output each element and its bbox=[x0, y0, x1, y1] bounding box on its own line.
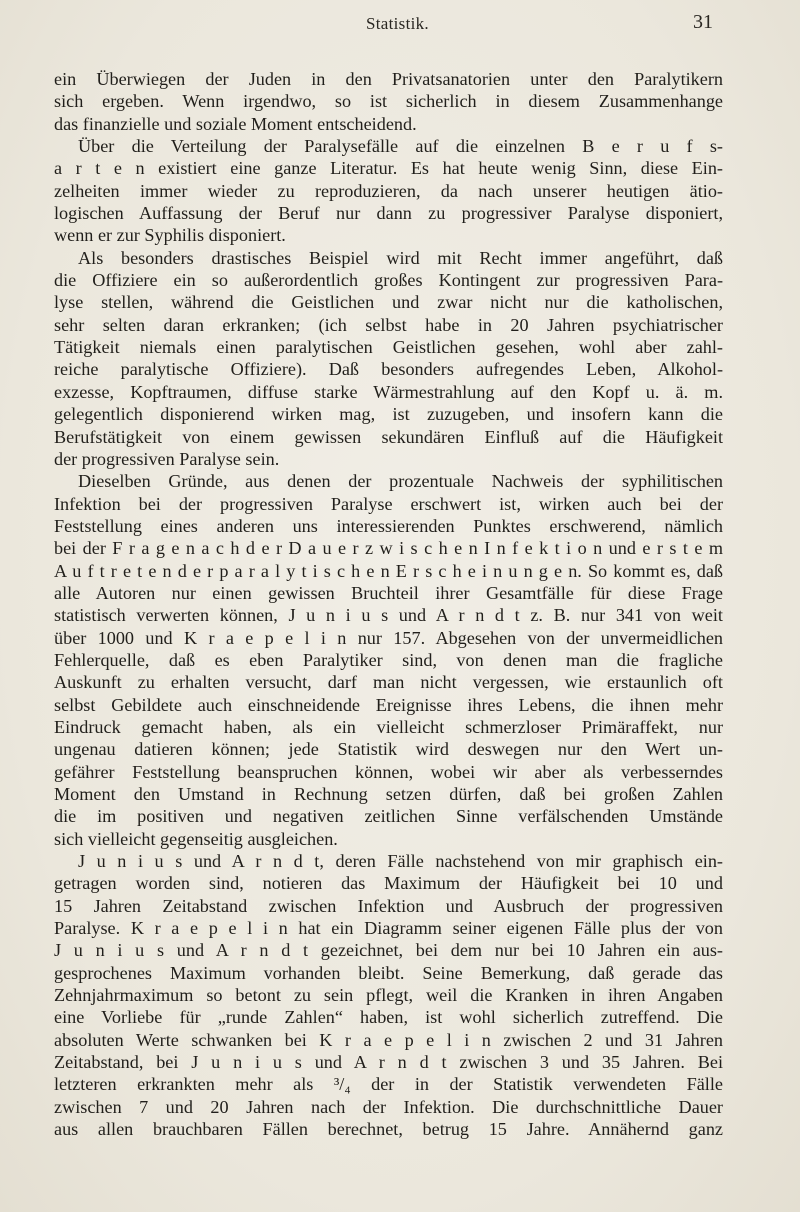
text-line: zwischen 7 und 20 Jahren nach der Infektion. Die durchschnittliche Dauer bbox=[54, 1096, 723, 1117]
text-line: Paralyse. K r a e p e l i n hat ein Diagramm seiner eigenen Fälle plus der von bbox=[54, 918, 723, 939]
text-line: Moment den Umstand in Rechnung setzen dürfen, daß bei großen Zahlen bbox=[54, 784, 723, 804]
text-line: Zeitabstand, bei J u n i u s und A r n d t zwischen 3 und 35 Jahren. Bei bbox=[54, 1052, 723, 1073]
text-line: der progressiven Paralyse sein. bbox=[54, 448, 280, 469]
text-line: über 1000 und K r a e p e l i n nur 157. Abgesehen von der unvermeidlichen bbox=[54, 627, 723, 648]
text-line: Infektion bei der progressiven Paralyse erschwert ist, wirken auch bei der bbox=[54, 493, 723, 514]
text-line: gelegentlich disponierend wirken mag, ist zuzugeben, und insofern kann die bbox=[54, 404, 723, 425]
text-line: a r t e n existiert eine ganze Literatur. Es hat heute wenig Sinn, diese Ein- bbox=[54, 158, 723, 179]
text-line: logischen Auffassung der Beruf nur dann zu progressiver Paralyse disponiert, bbox=[54, 203, 723, 224]
text-line: zelheiten immer wieder zu reproduzieren, da nach unserer heutigen ätio- bbox=[54, 180, 723, 201]
text-line: absoluten Werte schwanken bei K r a e p e l i n zwischen 2 und 31 Jahren bbox=[54, 1029, 723, 1050]
text-line: das finanzielle und soziale Moment entscheidend. bbox=[54, 113, 417, 134]
text-line: Auskunft zu erhalten versucht, darf man nicht vergessen, wie erstaunlich oft bbox=[54, 672, 723, 693]
text-line: die im positiven und negativen zeitlichen Sinne verfälschenden Umstände bbox=[54, 806, 723, 827]
text-line: statistisch verwerten können, J u n i u s und A r n d t z. B. nur 341 von weit bbox=[54, 605, 723, 626]
text-line: lyse stellen, während die Geistlichen und zwar nicht nur die katholischen, bbox=[54, 292, 723, 313]
text-line: Über die Verteilung der Paralysefälle auf die einzelnen B e r u f s- bbox=[78, 136, 723, 157]
page-number: 31 bbox=[693, 11, 713, 33]
text-line: Als besonders drastisches Beispiel wird mit Recht immer angeführt, daß bbox=[78, 247, 723, 268]
running-title: Statistik. bbox=[366, 14, 429, 33]
text-line: bei der F r a g e n a c h d e r D a u e r z w i s c h e n I n f e k t i o n und e r s t e m bbox=[54, 538, 723, 559]
text-line: Fehlerquelle, daß es eben Paralytiker sind, von denen man die fragliche bbox=[54, 649, 723, 670]
text-line: Dieselben Gründe, aus denen der prozentuale Nachweis der syphilitischen bbox=[78, 471, 723, 492]
text-line: J u n i u s und A r n d t, deren Fälle nachstehend von mir graphisch ein- bbox=[78, 851, 723, 872]
text-line: Zehnjahrmaximum so betont zu sein pflegt, weil die Kranken in ihren Angaben bbox=[54, 985, 723, 1006]
text-line: gesprochenes Maximum vorhanden bleibt. Seine Bemerkung, daß gerade das bbox=[54, 962, 723, 983]
text-line: exzesse, Kopftraumen, diffuse starke Wärmestrahlung auf den Kopf u. ä. m. bbox=[54, 381, 723, 402]
text-line: sich ergeben. Wenn irgendwo, so ist sicherlich in diesem Zusammenhange bbox=[54, 91, 723, 112]
text-line: getragen worden sind, notieren das Maximum der Häufigkeit bei 10 und bbox=[54, 873, 723, 894]
text-line: sich vielleicht gegenseitig ausgleichen. bbox=[54, 828, 338, 849]
text-line: selbst Gebildete auch einschneidende Ereignisse ihres Lebens, die ihnen mehr bbox=[54, 694, 723, 715]
text-line: eine Vorliebe für „runde Zahlen“ haben, ist wohl sicherlich zutreffend. Die bbox=[54, 1007, 723, 1028]
text-line: Berufstätigkeit von einem gewissen sekundären Einfluß auf die Häufigkeit bbox=[54, 426, 723, 447]
text-line: alle Autoren nur einen gewissen Bruchteil ihrer Gesamtfälle für diese Frage bbox=[54, 582, 723, 603]
text-line: Eindruck gemacht haben, als ein vielleicht schmerzloser Primäraffekt, nur bbox=[54, 716, 723, 737]
text-line: gefährer Feststellung beanspruchen können, wobei wir aber als verbesserndes bbox=[54, 761, 723, 782]
text-line: letzteren erkrankten mehr als ³/₄ der in der Statistik verwendeten Fälle bbox=[54, 1074, 723, 1095]
text-line: die Offiziere ein so außerordentlich großes Kontingent zur progressiven Para- bbox=[54, 270, 723, 291]
text-line: ein Überwiegen der Juden in den Privatsanatorien unter den Paralytikern bbox=[54, 69, 723, 89]
text-line: wenn er zur Syphilis disponiert. bbox=[54, 225, 286, 246]
text-line: reiche paralytische Offiziere). Daß besonders aufregendes Leben, Alkohol- bbox=[54, 359, 723, 380]
text-line: A u f t r e t e n d e r p a r a l y t i s c h e n E r s c h e i n u n g e n. So kommt es, daß bbox=[54, 560, 723, 581]
body-text bbox=[54, 68, 723, 1141]
text-line: Tätigkeit niemals einen paralytischen Geistlichen gesehen, wohl aber zahl- bbox=[54, 337, 723, 358]
text-line: 15 Jahren Zeitabstand zwischen Infektion und Ausbruch der progressiven bbox=[54, 895, 723, 916]
text-line: sehr selten daran erkranken; (ich selbst habe in 20 Jahren psychiatrischer bbox=[54, 314, 723, 335]
text-line: ungenau datieren können; jede Statistik wird deswegen nur den Wert un- bbox=[54, 739, 723, 760]
text-line: Feststellung eines anderen uns interessierenden Punktes erschwerend, nämlich bbox=[54, 515, 723, 536]
page-header bbox=[0, 8, 800, 42]
text-line: J u n i u s und A r n d t gezeichnet, bei dem nur bei 10 Jahren ein aus- bbox=[54, 940, 723, 961]
text-line: aus allen brauchbaren Fällen berechnet, betrug 15 Jahre. Annähernd ganz bbox=[54, 1119, 723, 1140]
